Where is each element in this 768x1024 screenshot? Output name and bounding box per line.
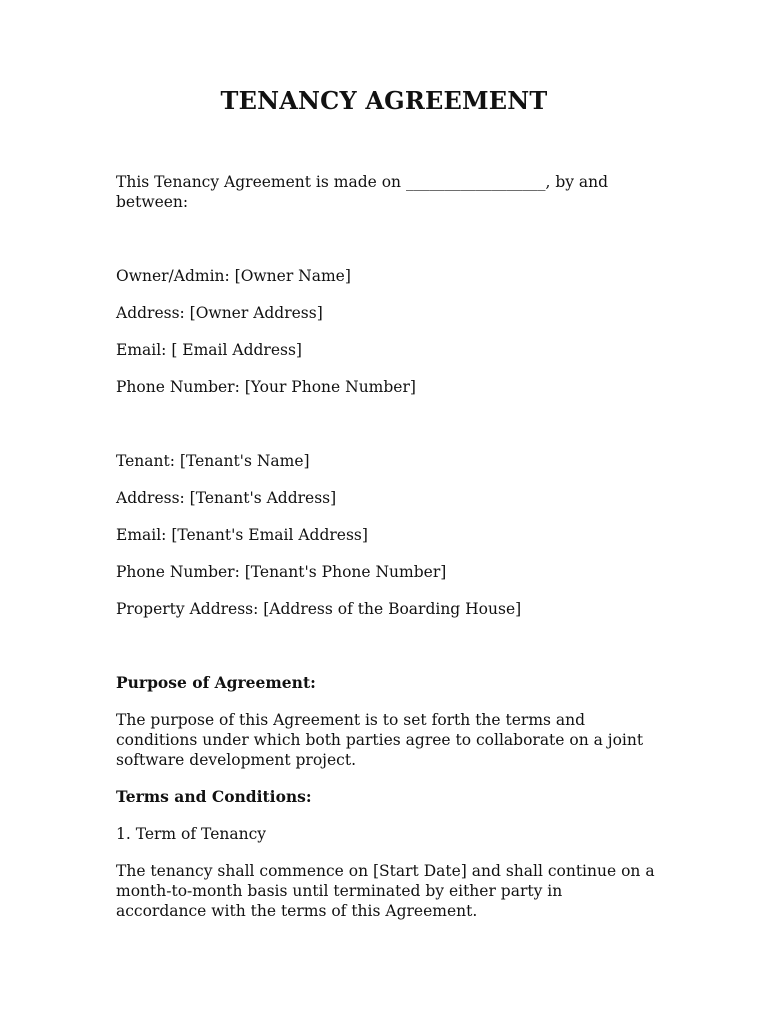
term-of-tenancy-title: 1. Term of Tenancy: [116, 825, 267, 843]
owner-phone-line: Phone Number: [Your Phone Number]: [116, 378, 416, 396]
document-title: TENANCY AGREEMENT: [220, 86, 548, 115]
tenant-address-line: Address: [Tenant's Address]: [116, 489, 337, 507]
tenant-name-line: Tenant: [Tenant's Name]: [116, 452, 310, 470]
terms-heading: Terms and Conditions:: [116, 787, 312, 806]
intro-paragraph: This Tenancy Agreement is made on __________________, by and between:: [116, 173, 609, 211]
tenant-phone-line: Phone Number: [Tenant's Phone Number]: [116, 563, 447, 581]
property-address-line: Property Address: [Address of the Boarding House]: [116, 600, 522, 618]
term-of-tenancy-paragraph: The tenancy shall commence on [Start Date] and shall continue on a month-to-month basis until terminated by either party in accordance with the terms of this Agreement.: [116, 862, 655, 920]
owner-address-line: Address: [Owner Address]: [116, 304, 323, 322]
owner-email-line: Email: [ Email Address]: [116, 341, 302, 359]
purpose-paragraph: The purpose of this Agreement is to set forth the terms and conditions under which both parties agree to collaborate on a joint software development project.: [116, 711, 644, 769]
purpose-heading: Purpose of Agreement:: [116, 673, 316, 692]
owner-name-line: Owner/Admin: [Owner Name]: [116, 267, 351, 285]
tenant-email-line: Email: [Tenant's Email Address]: [116, 526, 368, 544]
